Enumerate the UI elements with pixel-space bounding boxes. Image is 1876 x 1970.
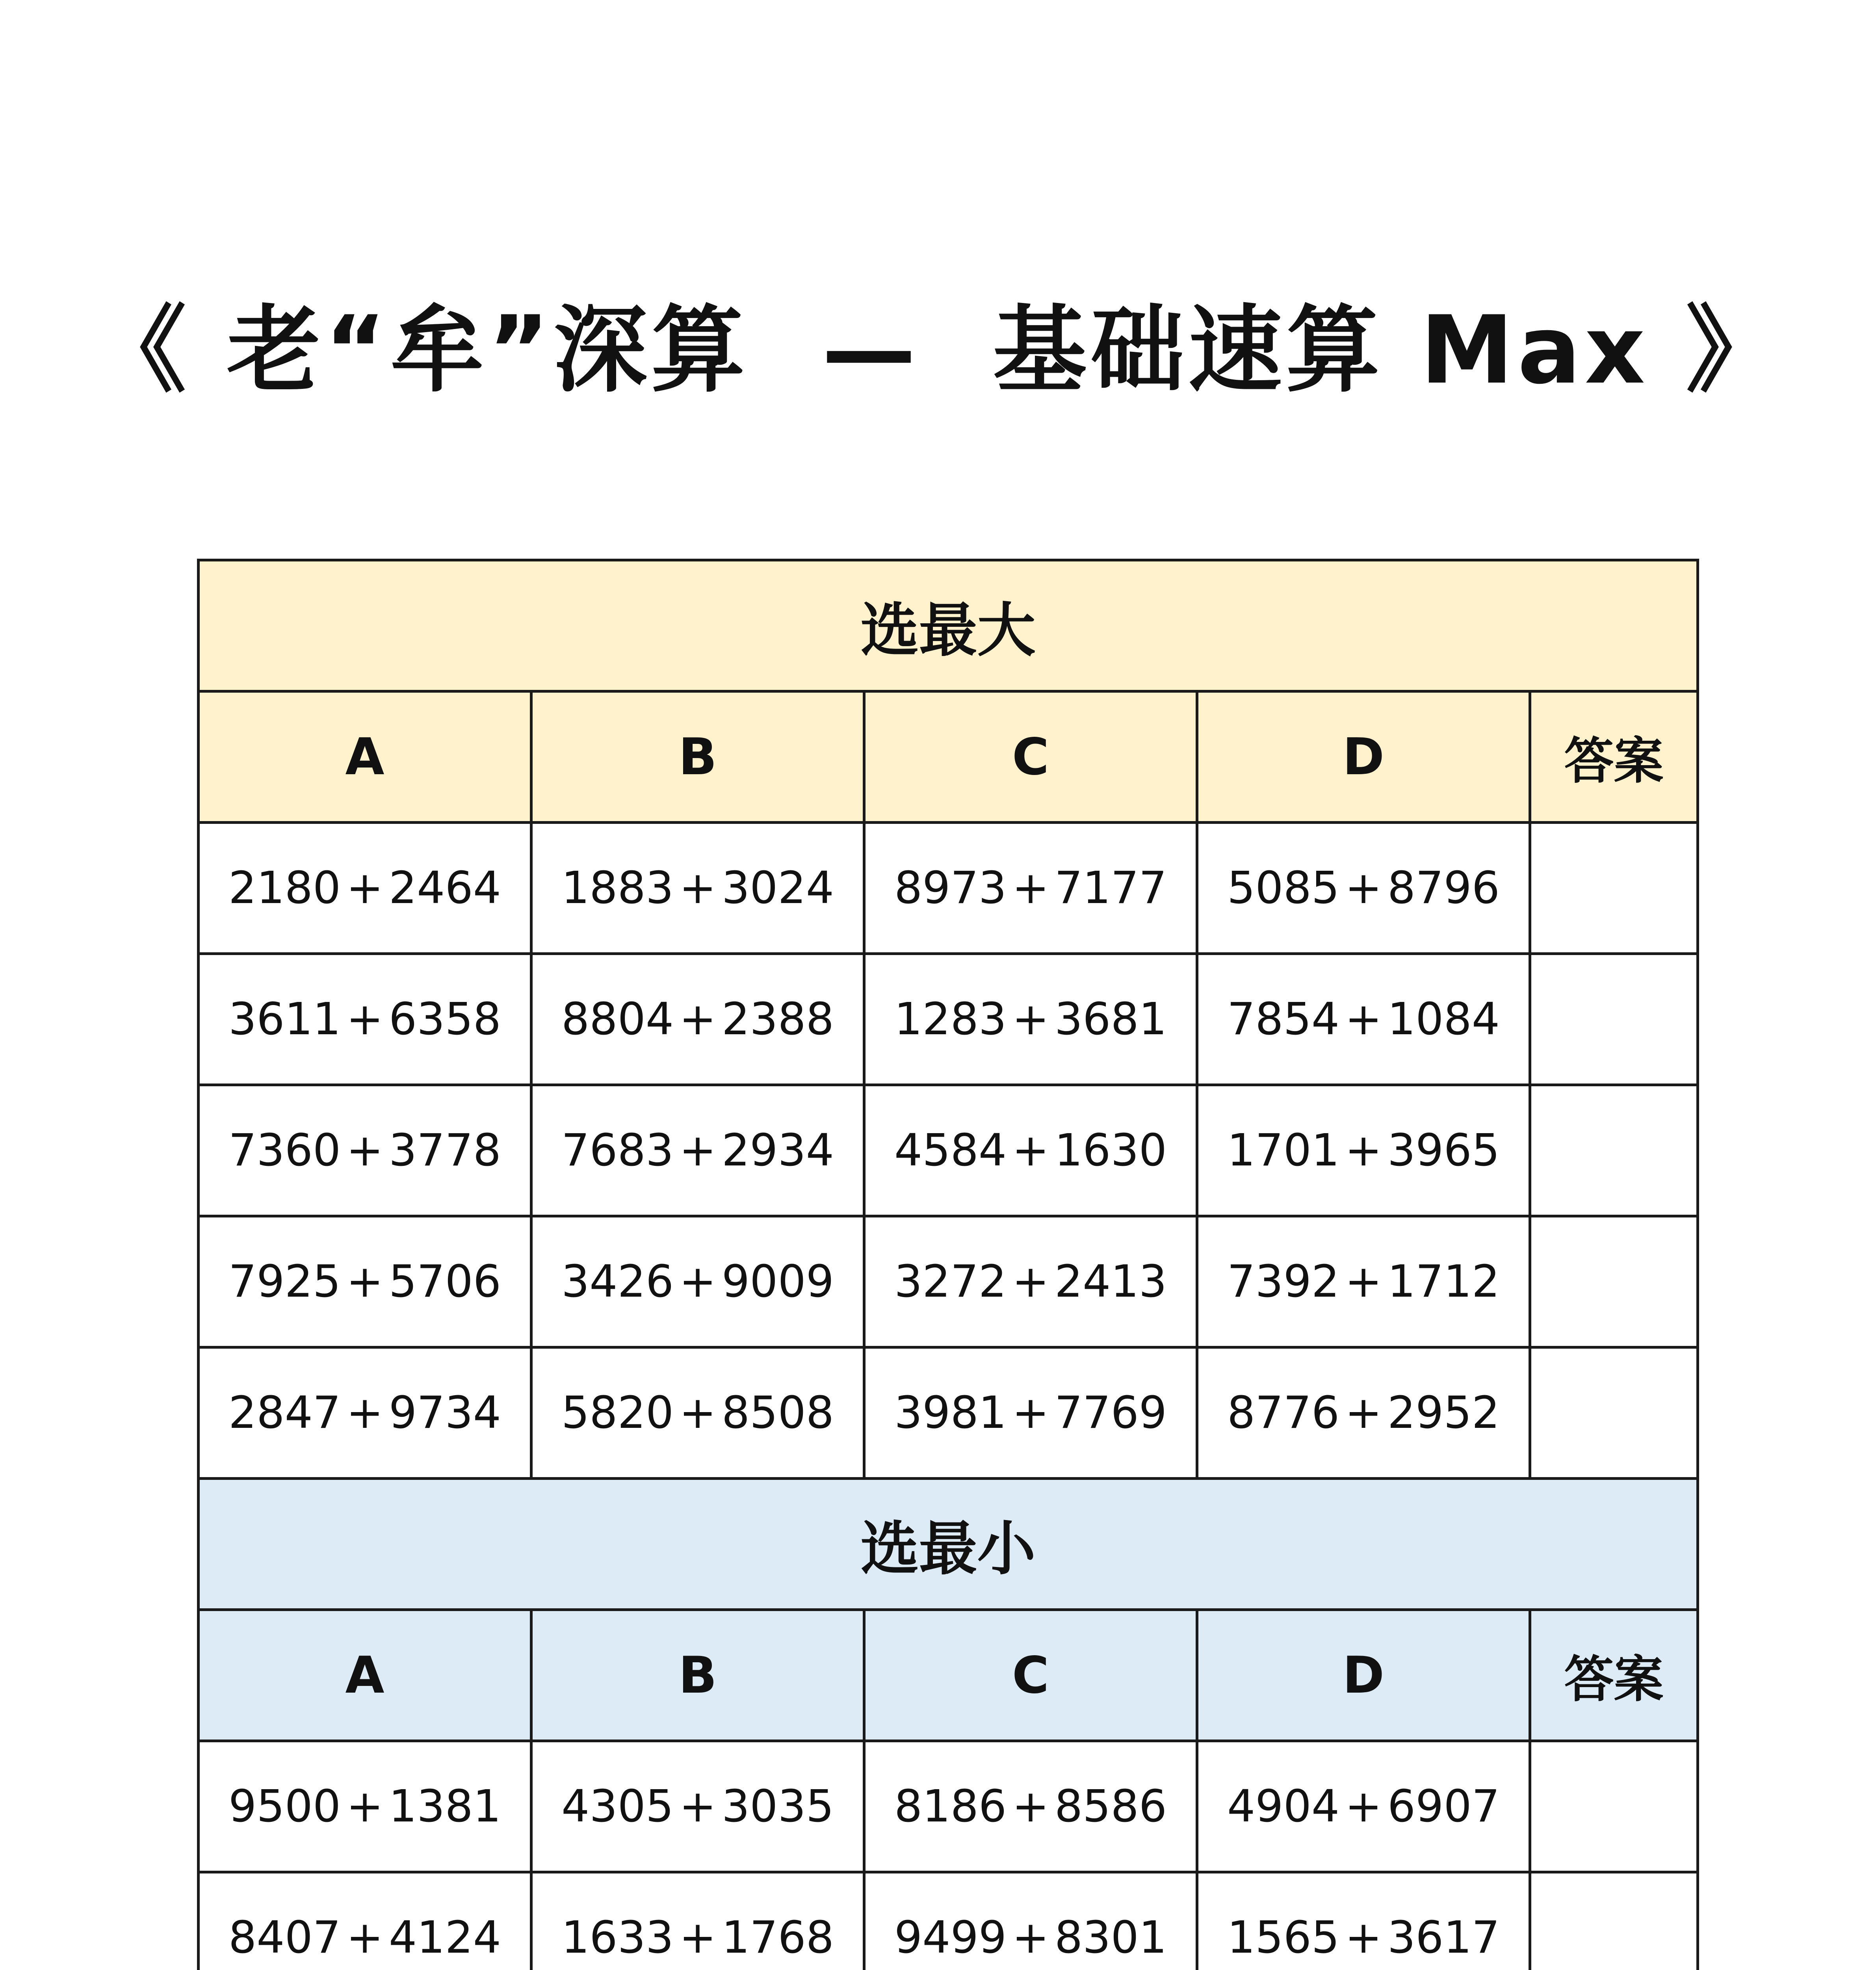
- operand-right: 3681: [1054, 994, 1167, 1045]
- expression-cell-d: [1197, 1347, 1530, 1479]
- operand-left: 7854: [1227, 994, 1340, 1045]
- operand-right: 2464: [388, 862, 501, 914]
- column-header-answer: 答案: [1530, 691, 1698, 823]
- operator: +: [1012, 1781, 1049, 1832]
- expression-cell-c: [864, 1872, 1197, 1970]
- operand-left: 8973: [894, 862, 1007, 914]
- select-min-section-title-row: [199, 1479, 1698, 1610]
- operand-left: 5085: [1227, 862, 1340, 914]
- operand-right: 3617: [1387, 1912, 1500, 1963]
- operator: +: [1012, 1387, 1049, 1438]
- operator: +: [1012, 862, 1049, 914]
- operator: +: [1345, 862, 1382, 914]
- operator: +: [1345, 1125, 1382, 1176]
- operand-right: 9734: [388, 1387, 501, 1438]
- expression-cell-c: [864, 1741, 1197, 1872]
- column-header-c: C: [864, 1610, 1197, 1741]
- operand-right: 1712: [1387, 1256, 1500, 1307]
- operand-right: 8508: [721, 1387, 834, 1438]
- operand-left: 1883: [561, 862, 674, 914]
- operand-left: 8186: [894, 1781, 1007, 1832]
- operand-right: 2413: [1054, 1256, 1167, 1307]
- operand-right: 4124: [388, 1912, 501, 1963]
- operand-left: 4305: [561, 1781, 674, 1832]
- operand-right: 3965: [1387, 1125, 1500, 1176]
- expression-cell-a: [199, 954, 531, 1085]
- operand-right: 2388: [721, 994, 834, 1045]
- column-header-c: C: [864, 691, 1197, 823]
- answer-cell[interactable]: [1530, 823, 1698, 954]
- operator: +: [1345, 1781, 1382, 1832]
- operand-left: 1701: [1227, 1125, 1340, 1176]
- expression-cell-d: [1197, 1741, 1530, 1872]
- table-row: [199, 954, 1698, 1085]
- operator: +: [1012, 994, 1049, 1045]
- operator: +: [679, 1912, 716, 1963]
- operator: +: [346, 1125, 383, 1176]
- operand-left: 8804: [561, 994, 674, 1045]
- expression-cell-b: [531, 1872, 864, 1970]
- operand-left: 5820: [561, 1387, 674, 1438]
- operand-right: 1768: [721, 1912, 834, 1963]
- answer-cell[interactable]: [1530, 954, 1698, 1085]
- operator: +: [1345, 1387, 1382, 1438]
- expression-cell-d: [1197, 1085, 1530, 1216]
- operator: +: [1345, 1256, 1382, 1307]
- operator: +: [679, 1125, 716, 1176]
- operand-right: 2952: [1387, 1387, 1500, 1438]
- operator: +: [346, 1256, 383, 1307]
- operand-right: 3024: [721, 862, 834, 914]
- expression-cell-b: [531, 1216, 864, 1347]
- operand-right: 2934: [721, 1125, 834, 1176]
- operand-left: 2847: [228, 1387, 341, 1438]
- expression-cell-b: [531, 954, 864, 1085]
- table-row: [199, 823, 1698, 954]
- operand-right: 7177: [1054, 862, 1167, 914]
- operator: +: [1012, 1125, 1049, 1176]
- operator: +: [679, 1256, 716, 1307]
- operand-right: 8301: [1054, 1912, 1167, 1963]
- operand-left: 3981: [894, 1387, 1007, 1438]
- operand-right: 3778: [388, 1125, 501, 1176]
- operand-left: 9499: [894, 1912, 1007, 1963]
- operator: +: [679, 994, 716, 1045]
- table-row: [199, 1872, 1698, 1970]
- column-header-d: D: [1197, 1610, 1530, 1741]
- answer-cell[interactable]: [1530, 1216, 1698, 1347]
- answer-cell[interactable]: [1530, 1085, 1698, 1216]
- operand-right: 8586: [1054, 1781, 1167, 1832]
- operand-left: 3426: [561, 1256, 674, 1307]
- operand-left: 3272: [894, 1256, 1007, 1307]
- operand-right: 7769: [1054, 1387, 1167, 1438]
- select-max-section-title-row: [199, 560, 1698, 691]
- select-max-section-title: 选最大: [199, 560, 1698, 691]
- expression-cell-b: [531, 1347, 864, 1479]
- operator: +: [346, 862, 383, 914]
- operand-left: 8776: [1227, 1387, 1340, 1438]
- operator: +: [1012, 1256, 1049, 1307]
- expression-cell-c: [864, 823, 1197, 954]
- expression-cell-b: [531, 1085, 864, 1216]
- table-row: [199, 1741, 1698, 1872]
- expression-cell-d: [1197, 823, 1530, 954]
- expression-cell-a: [199, 1347, 531, 1479]
- expression-cell-c: [864, 1216, 1197, 1347]
- quiz-table: [197, 559, 1699, 1970]
- operand-left: 7925: [228, 1256, 341, 1307]
- table-row: [199, 1347, 1698, 1479]
- operand-left: 4904: [1227, 1781, 1340, 1832]
- operator: +: [679, 862, 716, 914]
- expression-cell-a: [199, 1216, 531, 1347]
- operator: +: [346, 994, 383, 1045]
- column-header-answer: 答案: [1530, 1610, 1698, 1741]
- column-header-d: D: [1197, 691, 1530, 823]
- expression-cell-d: [1197, 1216, 1530, 1347]
- expression-cell-c: [864, 1347, 1197, 1479]
- operand-right: 6907: [1387, 1781, 1500, 1832]
- expression-cell-c: [864, 1085, 1197, 1216]
- table-row: [199, 1085, 1698, 1216]
- expression-cell-d: [1197, 954, 1530, 1085]
- select-min-section-title: 选最小: [199, 1479, 1698, 1610]
- column-header-b: B: [531, 691, 864, 823]
- operator: +: [1012, 1912, 1049, 1963]
- page-title: 《 老“牟”深算 — 基础速算 Max 》: [93, 296, 1783, 405]
- expression-cell-c: [864, 954, 1197, 1085]
- column-header-a: A: [199, 1610, 531, 1741]
- operand-right: 6358: [388, 994, 501, 1045]
- operator: +: [1345, 994, 1382, 1045]
- expression-cell-a: [199, 1085, 531, 1216]
- operand-left: 8407: [228, 1912, 341, 1963]
- operator: +: [346, 1912, 383, 1963]
- operator: +: [1345, 1912, 1382, 1963]
- expression-cell-b: [531, 823, 864, 954]
- column-header-b: B: [531, 1610, 864, 1741]
- expression-cell-a: [199, 1872, 531, 1970]
- select-min-header-row: [199, 1610, 1698, 1741]
- operand-left: 4584: [894, 1125, 1007, 1176]
- operand-left: 9500: [228, 1781, 341, 1832]
- operand-right: 3035: [721, 1781, 834, 1832]
- operand-right: 1084: [1387, 994, 1500, 1045]
- operator: +: [679, 1781, 716, 1832]
- expression-cell-a: [199, 823, 531, 954]
- expression-cell-a: [199, 1741, 531, 1872]
- operand-left: 1565: [1227, 1912, 1340, 1963]
- expression-cell-b: [531, 1741, 864, 1872]
- operand-right: 1381: [388, 1781, 501, 1832]
- operand-left: 1633: [561, 1912, 674, 1963]
- operand-right: 5706: [388, 1256, 501, 1307]
- operand-left: 7683: [561, 1125, 674, 1176]
- table-row: [199, 1216, 1698, 1347]
- operator: +: [346, 1387, 383, 1438]
- operand-left: 2180: [228, 862, 341, 914]
- operator: +: [346, 1781, 383, 1832]
- operand-left: 3611: [228, 994, 341, 1045]
- answer-cell[interactable]: [1530, 1872, 1698, 1970]
- operand-left: 7360: [228, 1125, 341, 1176]
- operand-right: 8796: [1387, 862, 1500, 914]
- operand-right: 1630: [1054, 1125, 1167, 1176]
- expression-cell-d: [1197, 1872, 1530, 1970]
- answer-cell[interactable]: [1530, 1741, 1698, 1872]
- column-header-a: A: [199, 691, 531, 823]
- answer-cell[interactable]: [1530, 1347, 1698, 1479]
- operand-left: 7392: [1227, 1256, 1340, 1307]
- operand-right: 9009: [721, 1256, 834, 1307]
- select-max-header-row: [199, 691, 1698, 823]
- operator: +: [679, 1387, 716, 1438]
- operand-left: 1283: [894, 994, 1007, 1045]
